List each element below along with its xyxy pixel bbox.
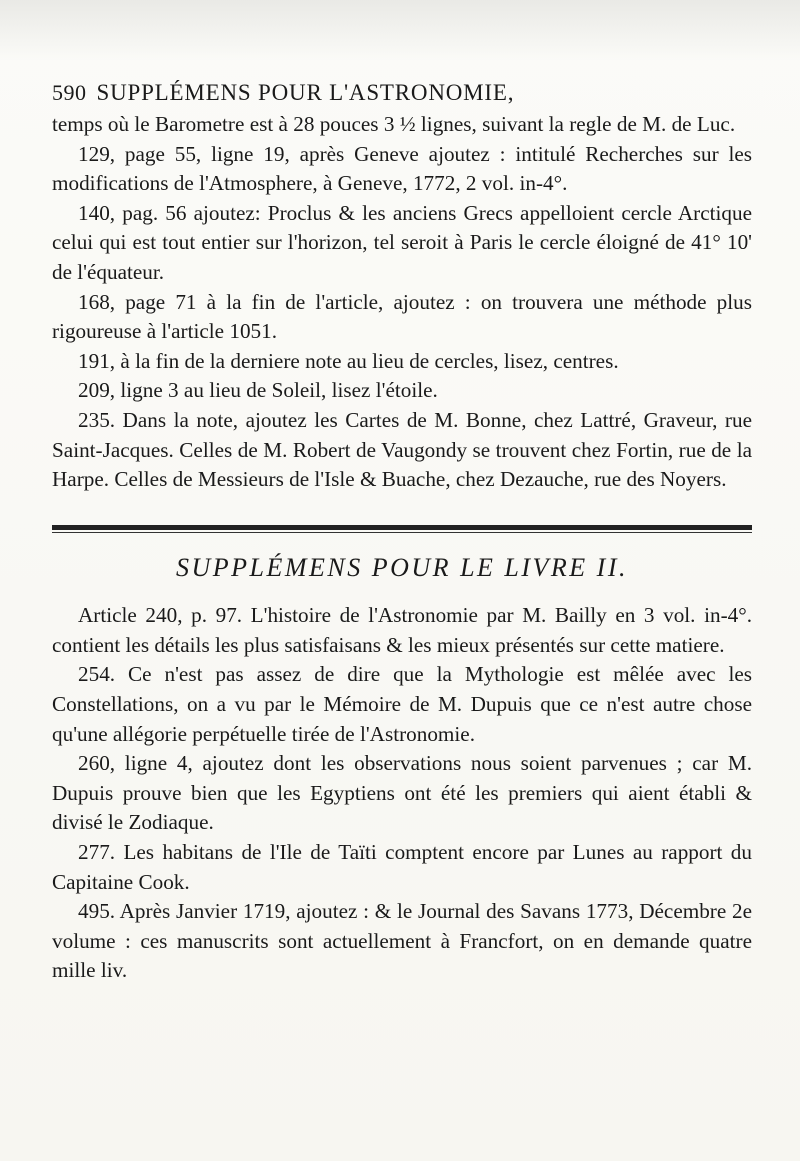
paragraph-erratum-129: 129, page 55, ligne 19, après Geneve ajoutez : intitulé Recherches sur les modifications de l'Atmosphere, à Geneve, 1772, 2 vol. in-4°. (52, 141, 752, 196)
scan-shadow (0, 0, 800, 60)
paragraph-erratum-191: 191, à la fin de la derniere note au lieu de cercles, lisez, centres. (78, 348, 619, 373)
section-rule-thick (52, 525, 752, 530)
paragraph-continuation: temps où le Barometre est à 28 pouces 3 ½ lignes, suivant la regle de M. de Luc. (52, 112, 736, 136)
paragraph-erratum-140: 140, pag. 56 ajoutez: Proclus & les anciens Grecs appelloient cercle Arctique celui qui est tout entier sur l'horizon, tel seroit à Paris le cercle éloigné de 41° 10' de l'équateur. (52, 200, 752, 284)
paragraph-erratum-235: 235. Dans la note, ajoutez les Cartes de M. Bonne, chez Lattré, Graveur, rue Saint-Jacques. Celles de M. Robert de Vaugondy se trouvent chez Fortin, rue de la Harpe. Celles de Messieurs de l'Isle & Buache, chez Dezauche, rue des Noyers. (52, 407, 752, 492)
text-block (52, 80, 752, 986)
paragraph-article-495: 495. Après Janvier 1719, ajoutez : & le Journal des Savans 1773, Décembre 2e volume : ces manuscrits sont actuellement à Francfort, on en demande quatre mille liv. (52, 899, 752, 983)
paragraph-erratum-209: 209, ligne 3 au lieu de Soleil, lisez l'étoile. (78, 378, 438, 403)
paragraph-article-260: 260, ligne 4, ajoutez dont les observations nous soient parvenues ; car M. Dupuis prouve bien que les Egyptiens ont été les premiers qui aient établi & divisé le Zodiaque. (52, 751, 752, 835)
section-title: SUPPLÉMENS POUR LE LIVRE II. (175, 553, 628, 583)
running-title: SUPPLÉMENS POUR L'ASTRONOMIE, (96, 80, 515, 105)
section-rule-thin (52, 532, 752, 534)
running-head (52, 80, 752, 106)
paragraph-article-254: 254. Ce n'est pas assez de dire que la Mythologie est mêlée avec les Constellations, on a vu par le Mémoire de M. Dupuis que ce n'est autre chose qu'une allégorie perpétuelle tirée de l'Astronomie. (52, 662, 752, 746)
paragraph-erratum-168: 168, page 71 à la fin de l'article, ajoutez : on trouvera une méthode plus rigoureuse à l'article 1051. (52, 289, 752, 344)
page-number: 590 (52, 80, 87, 105)
paragraph-article-240: Article 240, p. 97. L'histoire de l'Astronomie par M. Bailly en 3 vol. in-4°. contient les détails les plus satisfaisans & les mieux présentés sur cette matiere. (52, 603, 752, 657)
paragraph-article-277: 277. Les habitans de l'Ile de Taïti comptent encore par Lunes au rapport du Capitaine Cook. (52, 839, 752, 894)
